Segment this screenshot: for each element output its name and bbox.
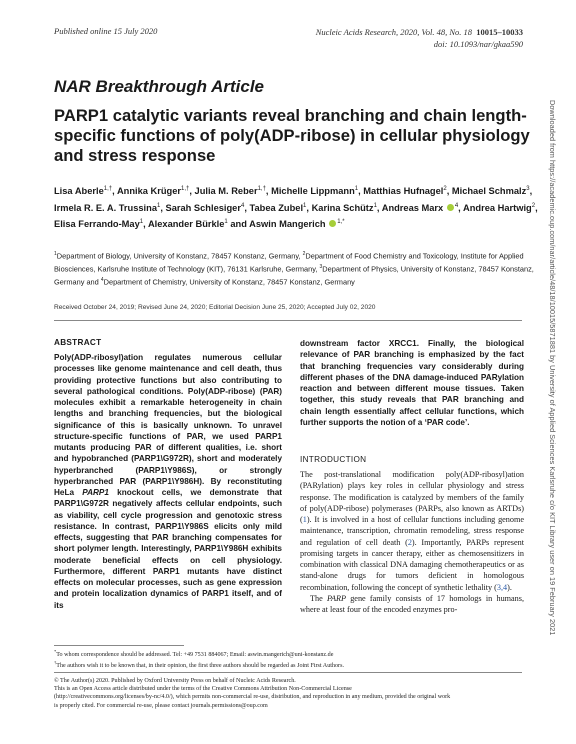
divider (54, 320, 522, 321)
author[interactable]: Elisa Ferrando-May (54, 219, 140, 230)
author[interactable]: Julia M. Reber (194, 186, 258, 197)
abstract-text-column-1 (54, 352, 282, 611)
author-affiliation-mark: 1 (157, 202, 161, 209)
download-watermark-text: Downloaded from https://academic.oup.com/nar/article/48/18/10015/5871881 by University of Applied Sciences Karlsruhe c/o KIT Library user on 19 February 2021 (548, 100, 557, 636)
gene-name: PARP1 (82, 488, 109, 497)
author-conjunction: and (230, 219, 247, 230)
author-affiliation-mark: 1,† (103, 186, 113, 192)
affiliation: Department of Biology, University of Konstanz, 78457 Konstanz, Germany, (56, 251, 301, 261)
footnote-divider (54, 645, 184, 646)
introduction-text (300, 469, 524, 615)
author[interactable]: Matthias Hufnagel (363, 186, 444, 197)
abstract-text: knockout cells, we demonstrate that PARP1\G972R negatively affects cellular endpoints, such as viability, cell cycle progression and genotoxic stress resistance. In contrast, PARP1\Y986S elicits only mild effects, suggesting that PAR branching compensates for short polymer length. Interestingly, PARP1\Y986H exhibits moderate beneficial effects on cell physiology. Furthermore, different PARP1 mutants have distinct effects on molecular processes, such as gene expression and protein localization dynamics of PARP1 itself, and of its (54, 488, 282, 610)
journal-citation (316, 26, 523, 50)
citation-link[interactable]: 2 (407, 537, 412, 547)
author-affiliation-mark: 1,† (181, 186, 190, 192)
published-date: Published online 15 July 2020 (54, 26, 158, 36)
affiliation: Department of Physics, University of Konstanz, 78457 Konstanz, Germany and (54, 264, 534, 287)
author-affiliation-mark: 1 (354, 186, 359, 192)
author[interactable]: Lisa Aberle (54, 186, 104, 197)
journal-name: Nucleic Acids Research, 2020, Vol. 48, No. 18 (315, 27, 472, 37)
download-watermark (547, 100, 559, 700)
author[interactable]: Michelle Lippmann (271, 186, 355, 197)
author-affiliation-mark: 4 (454, 202, 459, 209)
abstract-heading: ABSTRACT (54, 338, 102, 347)
author[interactable]: Karina Schütz (311, 202, 374, 213)
doi[interactable]: doi: 10.1093/nar/gkaa590 (433, 39, 523, 49)
author-affiliation-mark: 3 (526, 186, 530, 192)
orcid-icon[interactable] (329, 220, 336, 227)
author[interactable]: Andrea Hartwig (463, 202, 532, 213)
divider (54, 672, 522, 673)
submission-dates: Received October 24, 2019; Revised June 24, 2020; Editorial Decision June 25, 2020; Accepted July 02, 2020 (54, 304, 376, 311)
introduction-heading: INTRODUCTION (300, 455, 367, 464)
author[interactable]: Alexander Bürkle (147, 219, 225, 230)
author-affiliation-mark: 1 (139, 219, 144, 226)
author-affiliation-mark: 1 (224, 219, 228, 226)
author-affiliation-mark: 2 (443, 186, 447, 192)
article-category: NAR Breakthrough Article (54, 77, 265, 96)
citation-link[interactable]: 3,4 (496, 582, 508, 592)
author-affiliation-mark: 4 (240, 202, 245, 209)
author-affiliation-mark: 1,† (257, 186, 266, 192)
affiliation: Department of Food Chemistry and Toxicology, Institute for Applied Biosciences, Karlsruhe Institute of Technology (KIT), 76131 Karlsruhe, Germany, (54, 251, 524, 274)
license-block (54, 677, 524, 710)
author[interactable]: Aswin Mangerich (249, 219, 326, 230)
affiliation: Department of Chemistry, University of Konstanz, 78457 Konstanz, Germany (103, 277, 355, 287)
author[interactable]: Annika Krüger (116, 186, 182, 197)
paragraph: The post-translational modification poly(ADP-ribosyl)ation (PARylation) plays key roles in cellular physiology and stress response. The modification is catalyzed by members of the family of poly(ADP-ribose) polymerases (PARPs, also known as ARTDs) (1). It is involved in a host of cellular functions including genome maintenance, transcription, chromatin remodeling, stress response and regulation of cell death (2). Importantly, PARPs represent promising targets in cancer therapy, either as chemosensitizers in combination with classical DNA damaging chemotherapeutics or as stand-alone drugs for tumors deficient in homologous recombination, following the concept of synthetic lethality (3,4). (300, 470, 524, 592)
affiliations: $^1$Department of Biology, University of Konstanz, 78457 Konstanz, Germany, $^2$Department of Food Chemistry and Toxicology, Institute for Applied Biosciences, Karlsruhe Institute of Technology (KIT), 76131 Karlsruhe, Germany, $^3$Department of Physics, University of Konstanz, 78457 Konstanz, Germany and $^4$Department of Chemistry, University of Konstanz, 78457 Konstanz, Germany (54, 251, 534, 287)
author[interactable]: Andreas Marx (381, 202, 444, 213)
abstract-text: Poly(ADP-ribosyl)ation regulates numerous cellular processes like genome maintenance and cell death, thus providing protective functions but also contributing to several pathological conditions. Poly(ADP-ribose) (PAR) molecules exhibit a remarkable heterogeneity in chain lengths and branching frequencies, but the biological significance of this is basically unknown. To unravel structure-specific functions of PAR, we used PARP1 mutants producing PAR of different qualities, i.e. short and hypobranched (PARP1\G972R), short and moderately hyperbranched (PARP1\Y986S), or strongly hyperbranched PAR (PARP1\Y986H). By reconstituting HeLa (54, 353, 282, 497)
orcid-icon[interactable] (447, 204, 454, 211)
footnotes: *To whom correspondence should be addressed. Tel: +49 7531 884067; Email: aswin.mangerich@uni-konstanz.de †The authors wish it to be known that, in their opinion, the first three authors should be regarded as Joint First Authors. (54, 649, 344, 670)
article-title: PARP1 catalytic variants reveal branching and chain length-specific functions of poly(ADP-ribose) in cellular physiology and stress response (54, 106, 530, 165)
paragraph: The PARP gene family consists of 17 homologs in humans, where at least four of the encoded enzymes pro- (300, 593, 524, 614)
author[interactable]: Irmela R. E. A. Trussina (54, 202, 157, 213)
license-line[interactable]: (http://creativecommons.org/licenses/by-nc/4.0/), which permits non-commercial re-use, distribution, and reproduction in any medium, provided the original work (54, 694, 451, 701)
copyright: © The Author(s) 2020. Published by Oxford University Press on behalf of Nucleic Acids Research. (54, 678, 296, 684)
license-line: is properly cited. For commercial re-use, please contact journals.permissions@oup.com (54, 702, 268, 709)
equal-contribution-note: The authors wish it to be known that, in their opinion, the first three authors should be regarded as Joint First Authors. (56, 663, 344, 670)
citation-link[interactable]: 1 (302, 515, 307, 524)
author-affiliation-mark: 1 (303, 202, 307, 209)
author[interactable]: Tabea Zubel (249, 202, 304, 213)
author[interactable]: Michael Schmalz (451, 186, 527, 197)
author-affiliation-mark: 1,* (337, 219, 345, 226)
abstract-text-column-2: downstream factor XRCC1. Finally, the biological relevance of PAR branching is emphasized by the fact that branching frequencies vary considerably during different phases of the DNA damage-induced PARylation reaction and between different mouse tissues. Taken together, this study reveals that PAR branching and chain length essentially affect cellular functions, which further supports the notion of a ‘PAR code’. (300, 339, 524, 427)
correspondence-note: To whom correspondence should be addressed. Tel: +49 7531 884067; Email: aswin.mangerich@uni-konstanz.de (56, 652, 334, 659)
author-affiliation-mark: 1 (373, 202, 377, 209)
gene-name: PARP (327, 593, 346, 603)
author[interactable]: Sarah Schlesiger (165, 202, 241, 213)
author-affiliation-mark: 2 (531, 202, 536, 209)
page-range: 10015–10033 (476, 27, 523, 37)
license-line: This is an Open Access article distributed under the terms of the Creative Commons Attribution Non-Commercial License (54, 686, 352, 693)
author-list: Lisa Aberle$^{1,\dagger}$, Annika Krüger$^{1,\dagger}$, Julia M. Reber$^{1,\dagger}$, Michelle Lippmann$^1$, Matthias Hufnagel$^2$, Michael Schmalz$^3$, Irmela R. E. A. Trussina$^1$, Sarah Schlesiger$^4$, Tabea Zubel$^1$, Karina Schütz$^1$, Andreas Marx $^4$, Andrea Hartwig$^2$, Elisa Ferrando-May$^1$, Alexander Bürkle$^1$ and Aswin Mangerich $^{1,*}$ (54, 186, 538, 230)
